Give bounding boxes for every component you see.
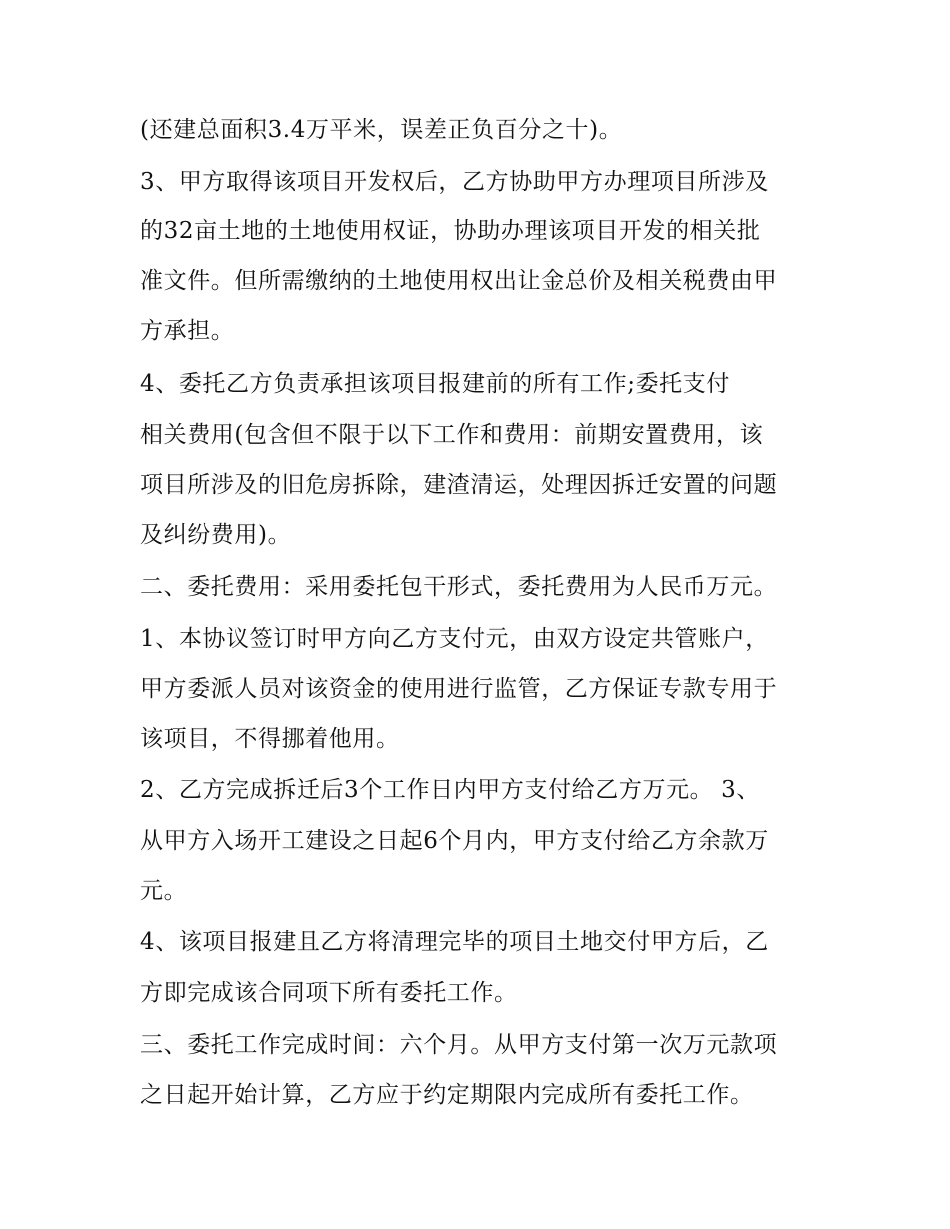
text-line: 相关费用(包含但不限于以下工作和费用：前期安置费用，该 bbox=[140, 422, 764, 448]
text-line: 之日起开始计算，乙方应于约定期限内完成所有委托工作。 bbox=[140, 1082, 754, 1108]
text-line: 方承担。 bbox=[140, 318, 235, 344]
text-line: 4、委托乙方负责承担该项目报建前的所有工作;委托支付 bbox=[140, 371, 730, 397]
text-line: 3、甲方取得该项目开发权后，乙方协助甲方办理项目所涉及 bbox=[140, 169, 769, 195]
text-line: 二、委托费用：采用委托包干形式，委托费用为人民币万元。 bbox=[140, 574, 778, 600]
text-line: 准文件。但所需缴纳的土地使用权出让金总价及相关税费由甲 bbox=[140, 268, 778, 294]
text-line: 该项目，不得挪着他用。 bbox=[140, 726, 400, 752]
text-line: (还建总面积3.4万平米，误差正负百分之十)。 bbox=[140, 117, 623, 143]
text-line: 元。 bbox=[140, 878, 188, 904]
text-line: 的32亩土地的土地使用权证，协助办理该项目开发的相关批 bbox=[140, 218, 761, 244]
text-line: 及纠纷费用)。 bbox=[140, 522, 292, 548]
text-line: 甲方委派人员对该资金的使用进行监管，乙方保证专款专用于 bbox=[140, 676, 778, 702]
text-line: 1、本协议签订时甲方向乙方支付元，由双方设定共管账户， bbox=[140, 626, 769, 652]
text-line: 4、该项目报建且乙方将清理完毕的项目土地交付甲方后，乙 bbox=[140, 929, 769, 955]
text-line: 从甲方入场开工建设之日起6个月内，甲方支付给乙方余款万 bbox=[140, 828, 769, 854]
text-line: 项目所涉及的旧危房拆除，建渣清运，处理因拆迁安置的问题 bbox=[140, 472, 778, 498]
text-line: 三、委托工作完成时间：六个月。从甲方支付第一次万元款项 bbox=[140, 1032, 778, 1058]
text-line: 方即完成该合同项下所有委托工作。 bbox=[140, 980, 518, 1006]
text-line: 2、乙方完成拆迁后3个工作日内甲方支付给乙方万元。 3、 bbox=[140, 777, 761, 803]
